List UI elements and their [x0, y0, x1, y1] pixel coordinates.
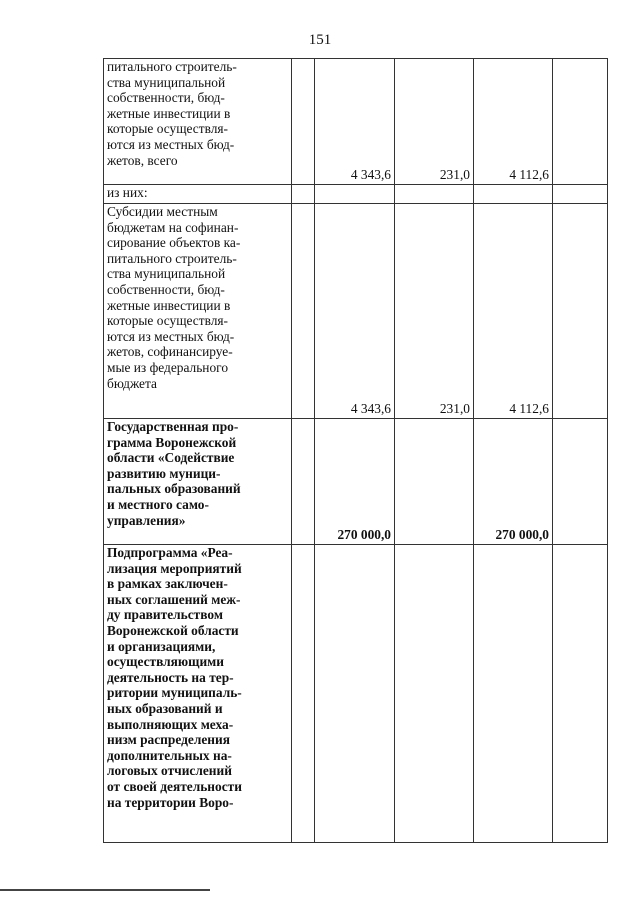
federal-value	[395, 419, 474, 545]
name-line: и организациями,	[107, 638, 216, 654]
name-line: ства муниципальной	[107, 74, 226, 90]
name-line: Субсидии местным	[107, 204, 218, 219]
empty-cell	[292, 204, 315, 419]
name-line: Воронежской области	[107, 622, 239, 638]
row-name-cell	[104, 204, 292, 419]
regional-value: 4 112,6	[474, 59, 553, 185]
name-line: грамма Воронежской	[107, 434, 237, 450]
name-line: бюджетам на софинан-	[107, 219, 239, 235]
empty-cell	[553, 204, 608, 419]
regional-value	[474, 545, 553, 843]
empty-cell	[292, 185, 315, 204]
row-name-cell	[104, 545, 292, 843]
total-value: 270 000,0	[315, 419, 395, 545]
name-line: ных соглашений меж-	[107, 591, 241, 607]
table-row	[104, 59, 608, 185]
empty-cell	[553, 59, 608, 185]
name-line: которые осуществля-	[107, 313, 229, 329]
name-line: жетов, всего	[107, 152, 178, 168]
name-line: мые из федерального	[107, 359, 229, 375]
name-line: деятельность на тер-	[107, 669, 234, 685]
name-line: осуществляющими	[107, 654, 224, 670]
regional-value: 4 112,6	[474, 204, 553, 419]
name-line: ства муниципальной	[107, 266, 226, 282]
name-line: и местного само-	[107, 496, 209, 512]
name-line: ются из местных бюд-	[107, 136, 235, 152]
empty-cell	[292, 419, 315, 545]
name-line: собственности, бюд-	[107, 90, 225, 106]
name-line: логовых отчислений	[107, 763, 232, 779]
name-line: выполняющих меха-	[107, 716, 234, 732]
name-line: ритории муниципаль-	[107, 685, 242, 701]
name-line: области «Содействие	[107, 450, 235, 466]
name-line: на территории Воро-	[107, 794, 234, 810]
name-line: управления»	[107, 512, 186, 528]
name-line: Государственная про-	[107, 419, 239, 434]
empty-cell	[292, 59, 315, 185]
name-line: от своей деятельности	[107, 778, 242, 794]
page-number: 151	[308, 32, 332, 48]
row-name-cell	[104, 185, 292, 204]
name-line: которые осуществля-	[107, 121, 229, 137]
empty-cell	[292, 545, 315, 843]
table-row	[104, 419, 608, 545]
regional-value: 270 000,0	[474, 419, 553, 545]
total-value	[315, 545, 395, 843]
name-line: развитию муници-	[107, 465, 221, 481]
name-line: питального строитель-	[107, 59, 237, 74]
name-line: жетные инвестиции в	[107, 105, 231, 121]
total-value	[315, 185, 395, 204]
name-line: Подпрограмма «Реа-	[107, 545, 233, 560]
empty-cell	[553, 545, 608, 843]
row-name-cell	[104, 419, 292, 545]
name-line: пальных образований	[107, 481, 241, 497]
name-line: ду правительством	[107, 607, 223, 623]
budget-table	[103, 58, 608, 843]
name-line: питального строитель-	[107, 250, 237, 266]
federal-value: 231,0	[395, 59, 474, 185]
row-name-cell	[104, 59, 292, 185]
name-line: сирование объектов ка-	[107, 235, 241, 251]
name-line: в рамках заключен-	[107, 576, 228, 592]
federal-value	[395, 545, 474, 843]
total-value: 4 343,6	[315, 59, 395, 185]
table-row	[104, 545, 608, 843]
name-line: бюджета	[107, 375, 157, 391]
footer-divider	[0, 889, 210, 891]
name-line: из них:	[107, 185, 148, 200]
table-row	[104, 185, 608, 204]
total-value: 4 343,6	[315, 204, 395, 419]
federal-value: 231,0	[395, 204, 474, 419]
empty-cell	[553, 419, 608, 545]
name-line: собственности, бюд-	[107, 281, 225, 297]
name-line: жетов, софинансируе-	[107, 344, 233, 360]
regional-value	[474, 185, 553, 204]
empty-cell	[553, 185, 608, 204]
table-row	[104, 204, 608, 419]
name-line: ных образований и	[107, 700, 223, 716]
name-line: жетные инвестиции в	[107, 297, 231, 313]
name-line: дополнительных на-	[107, 747, 232, 763]
name-line: низм распределения	[107, 732, 230, 748]
name-line: ются из местных бюд-	[107, 328, 235, 344]
name-line: лизация мероприятий	[107, 560, 242, 576]
federal-value	[395, 185, 474, 204]
